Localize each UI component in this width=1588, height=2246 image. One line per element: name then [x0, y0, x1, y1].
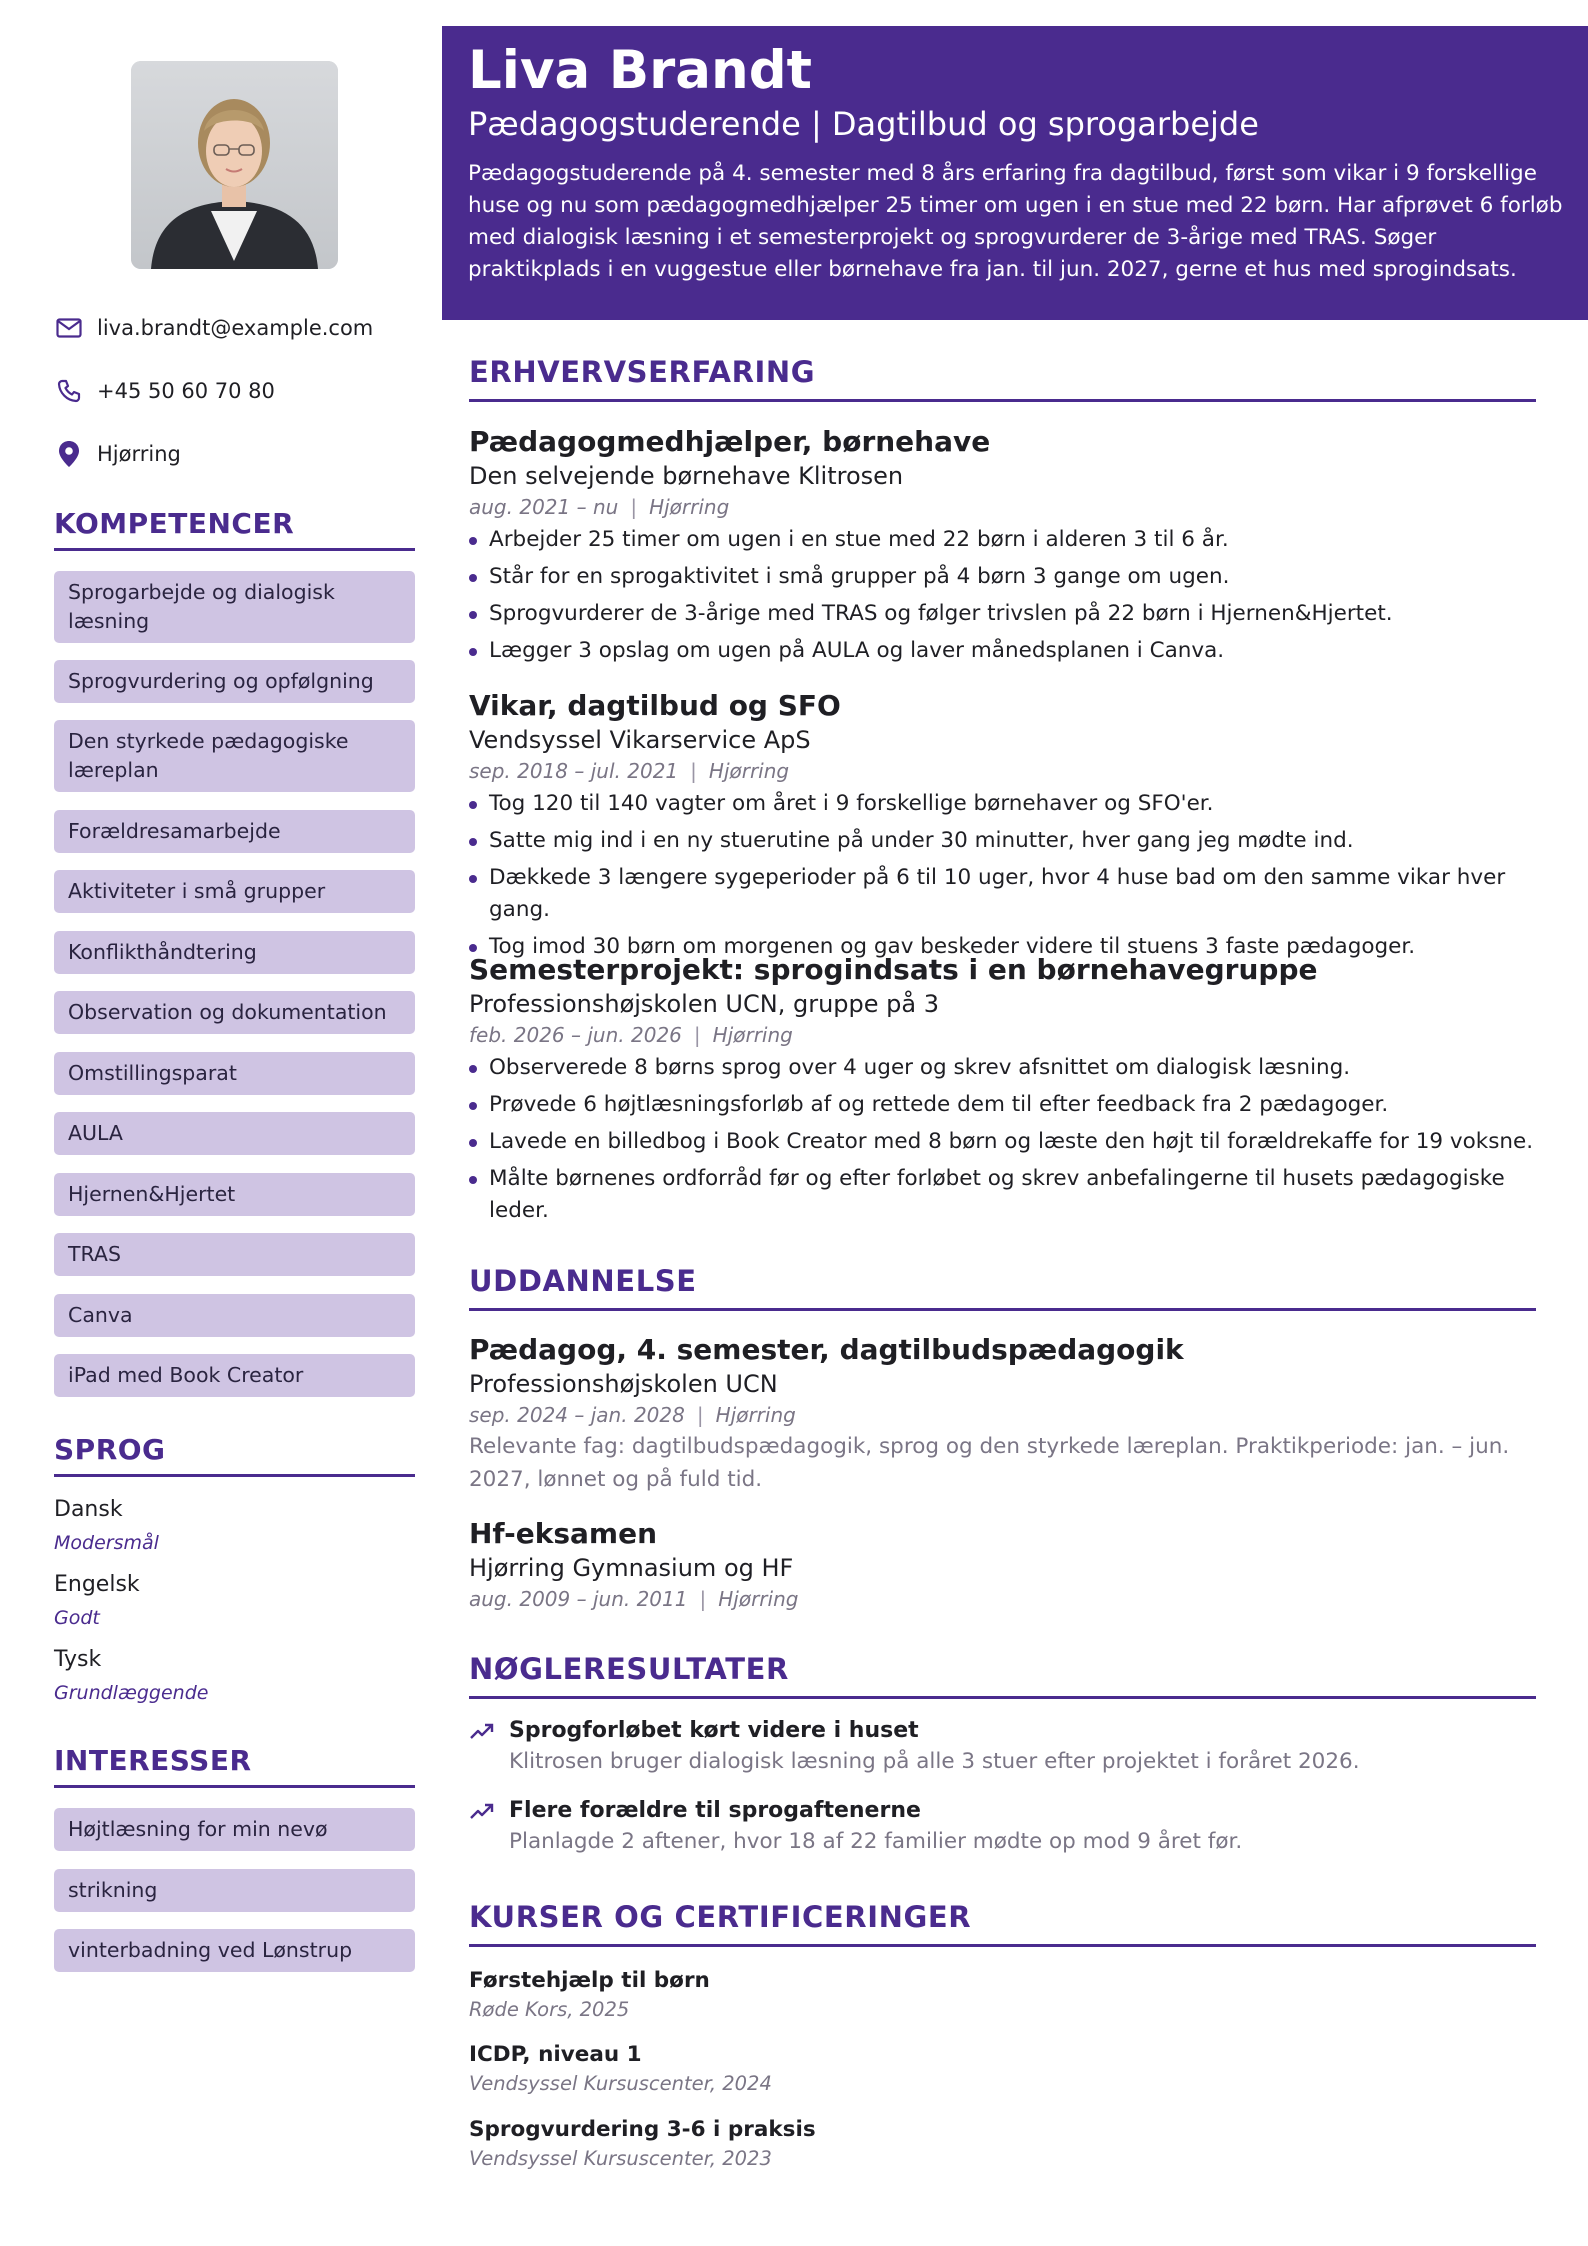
education-heading: UDDANNELSE — [469, 1264, 1536, 1311]
header-banner — [442, 26, 1588, 320]
job-meta — [469, 492, 1536, 522]
job-organization: Professionshøjskolen UCN, gruppe på 3 — [469, 990, 939, 1018]
job-meta — [469, 756, 1536, 786]
interest-chip: Højtlæsning for min nevø — [54, 1808, 415, 1851]
education-item — [469, 1332, 1536, 1496]
job-bullet: Står for en sprogaktivitet i små grupper på 4 børn 3 gange om ugen. — [469, 561, 1536, 593]
skill-chip: Canva — [54, 1294, 415, 1337]
language-name: Dansk — [54, 1497, 123, 1522]
mail-icon — [54, 313, 84, 343]
meta-separator: | — [693, 1023, 701, 1047]
skill-chip: Observation og dokumentation — [54, 991, 415, 1034]
education-school: Hjørring Gymnasium og HF — [469, 1554, 794, 1582]
skill-chip: TRAS — [54, 1233, 415, 1276]
result-description: Planlagde 2 aftener, hvor 18 af 22 familier mødte op mod 9 året før. — [509, 1829, 1243, 1854]
education-dates: sep. 2024 – jan. 2028 — [469, 1403, 685, 1427]
language-name: Engelsk — [54, 1572, 140, 1597]
interests-heading: INTERESSER — [54, 1744, 415, 1788]
education-title: Hf-eksamen — [469, 1517, 658, 1550]
job-title: Pædagogmedhjælper, børnehave — [469, 425, 991, 458]
job-bullet: Arbejder 25 timer om ugen i en stue med 22 børn i alderen 3 til 6 år. — [469, 524, 1536, 556]
skill-chip: Sprogvurdering og opfølgning — [54, 660, 415, 703]
result-title: Sprogforløbet kørt videre i huset — [509, 1718, 919, 1743]
job-title: Semesterprojekt: sprogindsats i en børnehavegruppe — [469, 953, 1318, 986]
job-bullets — [469, 1052, 1536, 1227]
course-item — [469, 2115, 1536, 2173]
experience-item — [469, 424, 1536, 672]
job-bullet: Dækkede 3 længere sygeperioder på 6 til 10 uger, hvor 4 huse bad om den samme vikar hver gang. — [469, 862, 1536, 926]
job-place: Hjørring — [649, 495, 730, 519]
experience-item — [469, 688, 1536, 968]
education-place: Hjørring — [715, 1403, 796, 1427]
contact-email[interactable] — [54, 313, 415, 343]
meta-separator: | — [699, 1587, 707, 1611]
result-description: Klitrosen bruger dialogisk læsning på alle 3 stuer efter projektet i foråret 2026. — [509, 1749, 1360, 1774]
trending-up-icon — [469, 1720, 495, 1742]
job-organization: Vendsyssel Vikarservice ApS — [469, 726, 811, 754]
job-place: Hjørring — [708, 759, 790, 783]
experience-heading: ERHVERVSERFARING — [469, 355, 1536, 402]
skill-chip: AULA — [54, 1112, 415, 1155]
job-bullet: Lægger 3 opslag om ugen på AULA og laver månedsplanen i Canva. — [469, 635, 1536, 667]
meta-separator: | — [696, 1403, 704, 1427]
job-dates: sep. 2018 – jul. 2021 — [469, 759, 679, 783]
candidate-name: Liva Brandt — [468, 40, 813, 101]
job-bullets — [469, 788, 1536, 963]
skill-chip: iPad med Book Creator — [54, 1354, 415, 1397]
skill-chip: Den styrkede pædagogiske læreplan — [54, 720, 415, 792]
contact-email-text: liva.brandt@example.com — [97, 316, 374, 340]
skill-chip: Forældresamarbejde — [54, 810, 415, 853]
job-bullet: Tog 120 til 140 vagter om året i 9 forskellige børnehaver og SFO'er. — [469, 788, 1536, 820]
result-item — [469, 1716, 1536, 1778]
education-item — [469, 1516, 1536, 1614]
skill-chip: Aktiviteter i små grupper — [54, 870, 415, 913]
job-dates: feb. 2026 – jun. 2026 — [469, 1023, 682, 1047]
language-level: Modersmål — [54, 1532, 159, 1554]
skill-chip: Hjernen&Hjertet — [54, 1173, 415, 1216]
trending-up-icon — [469, 1800, 495, 1822]
education-title: Pædagog, 4. semester, dagtilbudspædagogik — [469, 1333, 1184, 1366]
skill-chip: Sprogarbejde og dialogisk læsning — [54, 571, 415, 643]
contact-phone-text: +45 50 60 70 80 — [97, 379, 275, 403]
course-provider: Vendsyssel Kursuscenter, 2023 — [469, 2147, 772, 2170]
profile-summary: Pædagogstuderende på 4. semester med 8 års erfaring fra dagtilbud, først som vikar i 9 forskellige huse og nu som pædagogmedhjælper 25 timer om ugen i en stue med 22 børn. Har afprøvet 6 forløb med dialogisk læsning i et semesterprojekt og sprogvurderer de 3-årige med TRAS. Søger praktikplads i en vuggestue eller børnehave fra jan. til jun. 2027, gerne et hus med sprogindsats. — [468, 161, 1563, 282]
profile-photo — [131, 61, 338, 269]
job-bullets — [469, 524, 1536, 667]
location-pin-icon — [54, 439, 84, 469]
courses-heading: KURSER OG CERTIFICERINGER — [469, 1900, 1536, 1947]
education-note: Relevante fag: dagtilbudspædagogik, sprog og den styrkede læreplan. Praktikperiode: jan. – jun. 2027, lønnet og på fuld tid. — [469, 1434, 1510, 1492]
profile-portrait-image — [131, 61, 338, 269]
course-title: Førstehjælp til børn — [469, 1968, 710, 1993]
languages-heading: SPROG — [54, 1433, 415, 1477]
job-bullet: Sprogvurderer de 3-årige med TRAS og følger trivslen på 22 børn i Hjernen&Hjertet. — [469, 598, 1536, 630]
language-level: Grundlæggende — [54, 1682, 209, 1704]
language-level: Godt — [54, 1607, 100, 1629]
meta-separator: | — [630, 495, 638, 519]
phone-icon — [54, 376, 84, 406]
skill-chip: Konflikthåndtering — [54, 931, 415, 974]
education-meta — [469, 1584, 1536, 1614]
course-provider: Røde Kors, 2025 — [469, 1998, 630, 2021]
job-bullet: Lavede en billedbog i Book Creator med 8 børn og læste den højt til forældrekaffe for 19 voksne. — [469, 1126, 1536, 1158]
meta-separator: | — [690, 759, 697, 783]
skills-heading: KOMPETENCER — [54, 507, 415, 551]
job-place: Hjørring — [712, 1023, 793, 1047]
language-name: Tysk — [54, 1647, 102, 1672]
experience-item — [469, 952, 1536, 1232]
job-organization: Den selvejende børnehave Klitrosen — [469, 462, 904, 490]
education-dates: aug. 2009 – jun. 2011 — [469, 1587, 688, 1611]
course-item — [469, 2040, 1536, 2098]
course-provider: Vendsyssel Kursuscenter, 2024 — [469, 2072, 772, 2095]
course-title: ICDP, niveau 1 — [469, 2042, 642, 2067]
interest-chip: strikning — [54, 1869, 415, 1912]
education-meta — [469, 1400, 1536, 1430]
candidate-title: Pædagogstuderende | Dagtilbud og sprogarbejde — [468, 105, 1259, 143]
result-title: Flere forældre til sprogaftenerne — [509, 1798, 921, 1823]
job-bullet: Satte mig ind i en ny stuerutine på under 30 minutter, hver gang jeg mødte ind. — [469, 825, 1536, 857]
job-bullet: Tog imod 30 børn om morgenen og gav beskeder videre til stuens 3 faste pædagoger. — [469, 931, 1536, 963]
results-heading: NØGLERESULTATER — [469, 1652, 1536, 1699]
job-bullet: Observerede 8 børns sprog over 4 uger og skrev afsnittet om dialogisk læsning. — [469, 1052, 1536, 1084]
result-item — [469, 1796, 1536, 1858]
job-bullet: Prøvede 6 højtlæsningsforløb af og rettede dem til efter feedback fra 2 pædagoger. — [469, 1089, 1536, 1121]
education-school: Professionshøjskolen UCN — [469, 1370, 778, 1398]
job-title: Vikar, dagtilbud og SFO — [469, 689, 841, 722]
contact-phone[interactable] — [54, 376, 415, 406]
job-dates: aug. 2021 – nu — [469, 495, 619, 519]
education-place: Hjørring — [718, 1587, 799, 1611]
contact-location-text: Hjørring — [97, 442, 181, 466]
contact-location — [54, 439, 415, 469]
course-title: Sprogvurdering 3-6 i praksis — [469, 2117, 816, 2142]
course-item — [469, 1966, 1536, 2024]
job-meta — [469, 1020, 1536, 1050]
interest-chip: vinterbadning ved Lønstrup — [54, 1929, 415, 1972]
job-bullet: Målte børnenes ordforråd før og efter forløbet og skrev anbefalingerne til husets pædagogiske leder. — [469, 1163, 1536, 1227]
skill-chip: Omstillingsparat — [54, 1052, 415, 1095]
